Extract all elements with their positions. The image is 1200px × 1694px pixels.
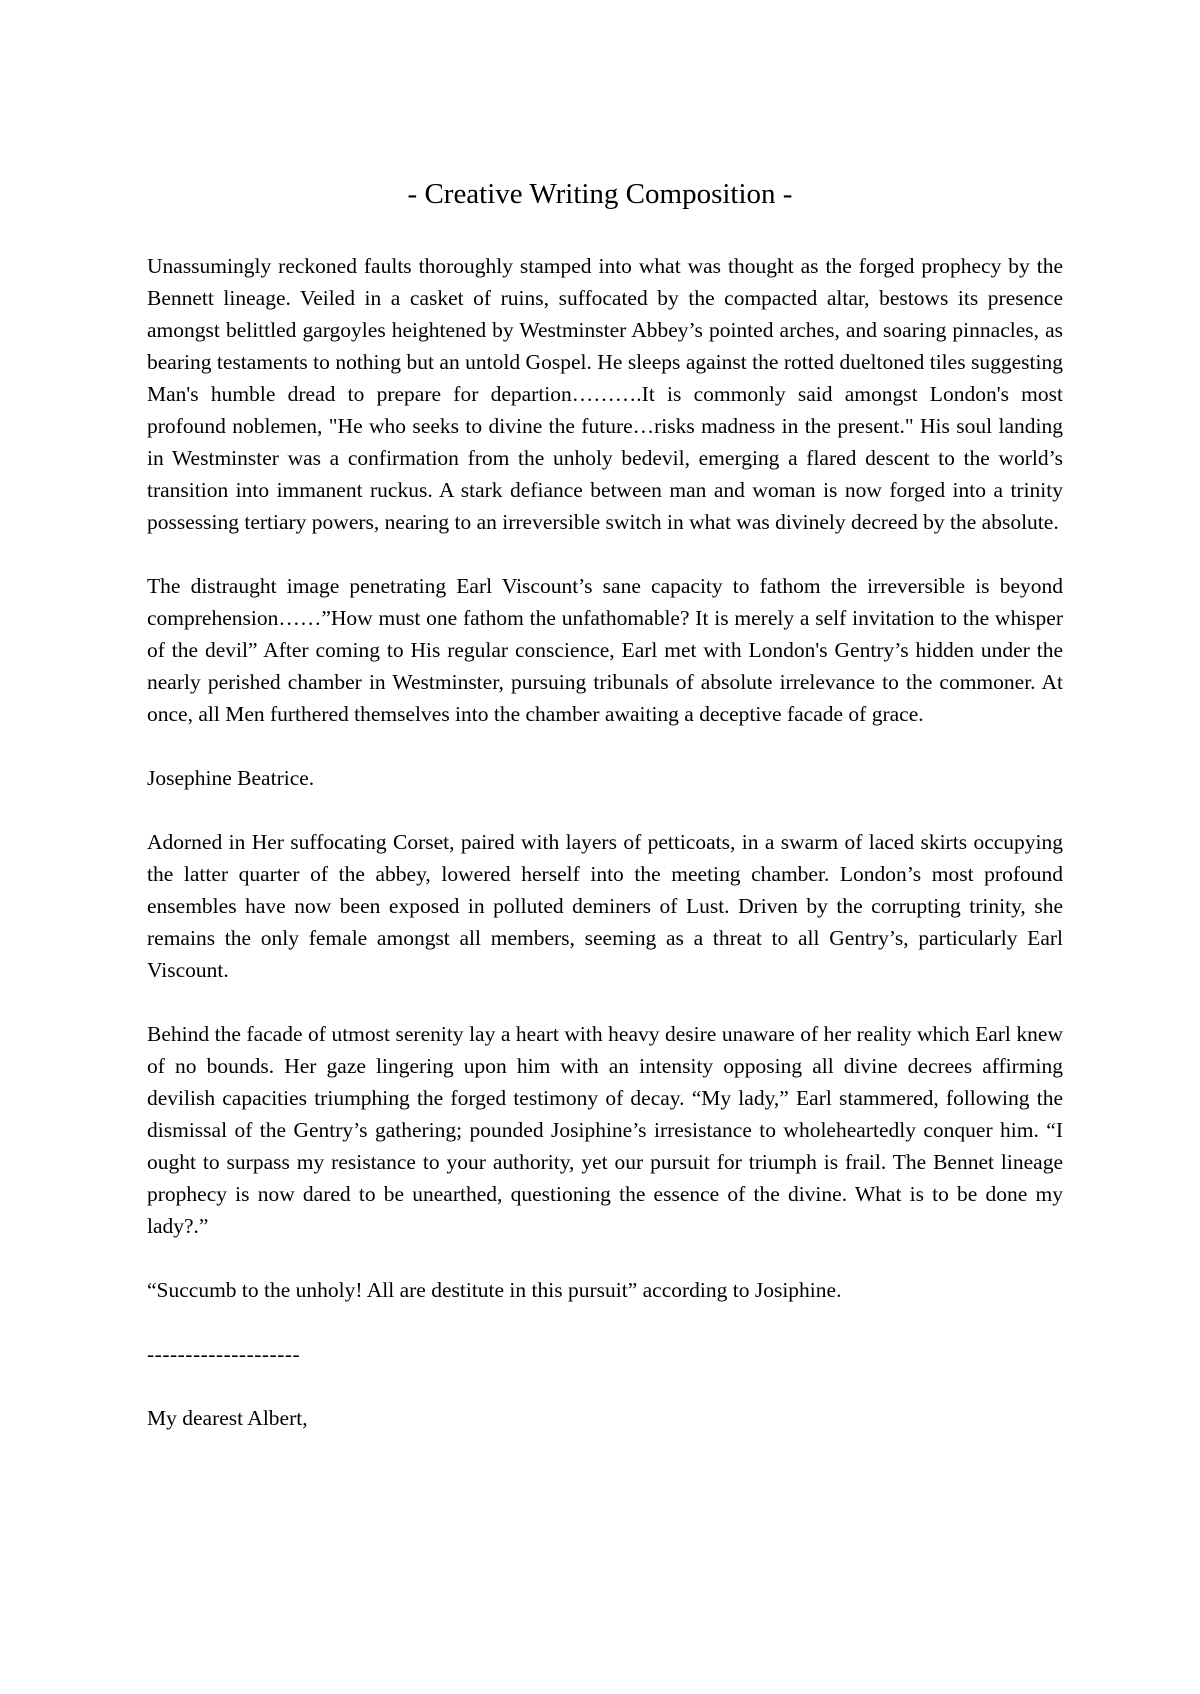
- letter-salutation: My dearest Albert,: [147, 1406, 308, 1430]
- document-body: [147, 250, 1063, 1466]
- paragraph-succumb: “Succumb to the unholy! All are destitute in this pursuit” according to Josiphine.: [147, 1278, 842, 1302]
- paragraph-josephine-name: Josephine Beatrice.: [147, 766, 315, 790]
- paragraph-earl-viscount: The distraught image penetrating Earl Viscount’s sane capacity to fathom the irreversible is beyond comprehension……”How must one fathom the unfathomable? It is merely a self invitation to the whisper of the devil” After coming to His regular conscience, Earl met with London's Gentry’s hidden under the nearly perished chamber in Westminster, pursuing tribunals of absolute irrelevance to the commoner. At once, all Men furthered themselves into the chamber awaiting a deceptive facade of grace.: [147, 574, 1063, 726]
- paragraph-facade: Behind the facade of utmost serenity lay a heart with heavy desire unaware of her reality which Earl knew of no bounds. Her gaze lingering upon him with an intensity opposing all divine decrees affirming devilish capacities triumphing the forged testimony of decay. “My lady,” Earl stammered, following the dismissal of the Gentry’s gathering; pounded Josiphine’s irresistance to wholeheartedly conquer him. “I ought to surpass my resistance to your authority, yet our pursuit for triumph is frail. The Bennet lineage prophecy is now dared to be unearthed, questioning the essence of the divine. What is to be done my lady?.”: [147, 1022, 1063, 1238]
- paragraph-corset: Adorned in Her suffocating Corset, paired with layers of petticoats, in a swarm of laced skirts occupying the latter quarter of the abbey, lowered herself into the meeting chamber. London’s most profound ensembles have now been exposed in polluted deminers of Lust. Driven by the corrupting trinity, she remains the only female amongst all members, seeming as a threat to all Gentry’s, particularly Earl Viscount.: [147, 830, 1063, 982]
- paragraph-prophecy: Unassumingly reckoned faults thoroughly stamped into what was thought as the forged prophecy by the Bennett lineage. Veiled in a casket of ruins, suffocated by the compacted altar, bestows its presence amongst belittled gargoyles heightened by Westminster Abbey’s pointed arches, and soaring pinnacles, as bearing testaments to nothing but an untold Gospel. He sleeps against the rotted dueltoned tiles suggesting Man's humble dread to prepare for departion……….It is commonly said amongst London's most profound noblemen, "He who seeks to divine the future…risks madness in the present." His soul landing in Westminster was a confirmation from the unholy bedevil, emerging a flared descent to the world’s transition into immanent ruckus. A stark defiance between man and woman is now forged into a trinity possessing tertiary powers, nearing to an irreversible switch in what was divinely decreed by the absolute.: [147, 254, 1063, 534]
- section-divider: --------------------: [147, 1342, 301, 1366]
- page-title: - Creative Writing Composition -: [407, 178, 793, 210]
